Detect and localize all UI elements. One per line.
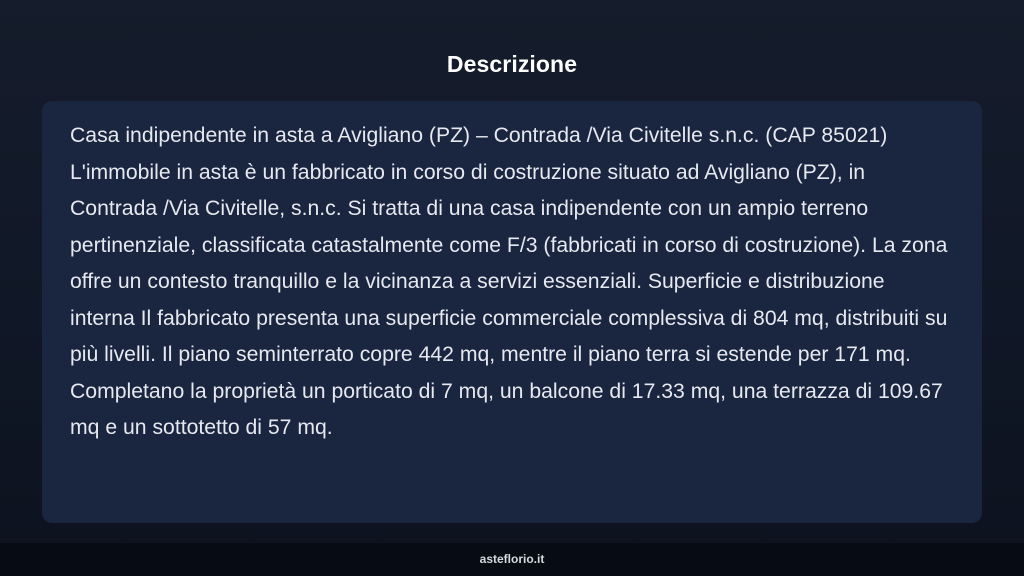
description-card — [42, 101, 982, 523]
footer-bar — [0, 543, 1024, 576]
description-text: Casa indipendente in asta a Avigliano (PZ) – Contrada /Via Civitelle s.n.c. (CAP 85021) L'immobile in asta è un fabbricato in corso di costruzione situato ad Avigliano (PZ), in Contrada /Via Civitelle, s.n.c. Si tratta di una casa indipendente con un ampio terreno pertinenziale, classificata catastalmente come F/3 (fabbricati in corso di costruzione). La zona offre un contesto tranquillo e la vicinanza a servizi essenziali. Superficie e distribuzione interna Il fabbricato presenta una superficie commerciale complessiva di 804 mq, distribuiti su più livelli. Il piano seminterrato copre 442 mq, mentre il piano terra si estende per 171 mq. Completano la proprietà un porticato di 7 mq, un balcone di 17.33 mq, una terrazza di 109.67 mq e un sottotetto di 57 mq. — [70, 124, 948, 439]
page-title: Descrizione — [446, 51, 578, 77]
footer-site-label: asteflorio.it — [479, 552, 545, 566]
